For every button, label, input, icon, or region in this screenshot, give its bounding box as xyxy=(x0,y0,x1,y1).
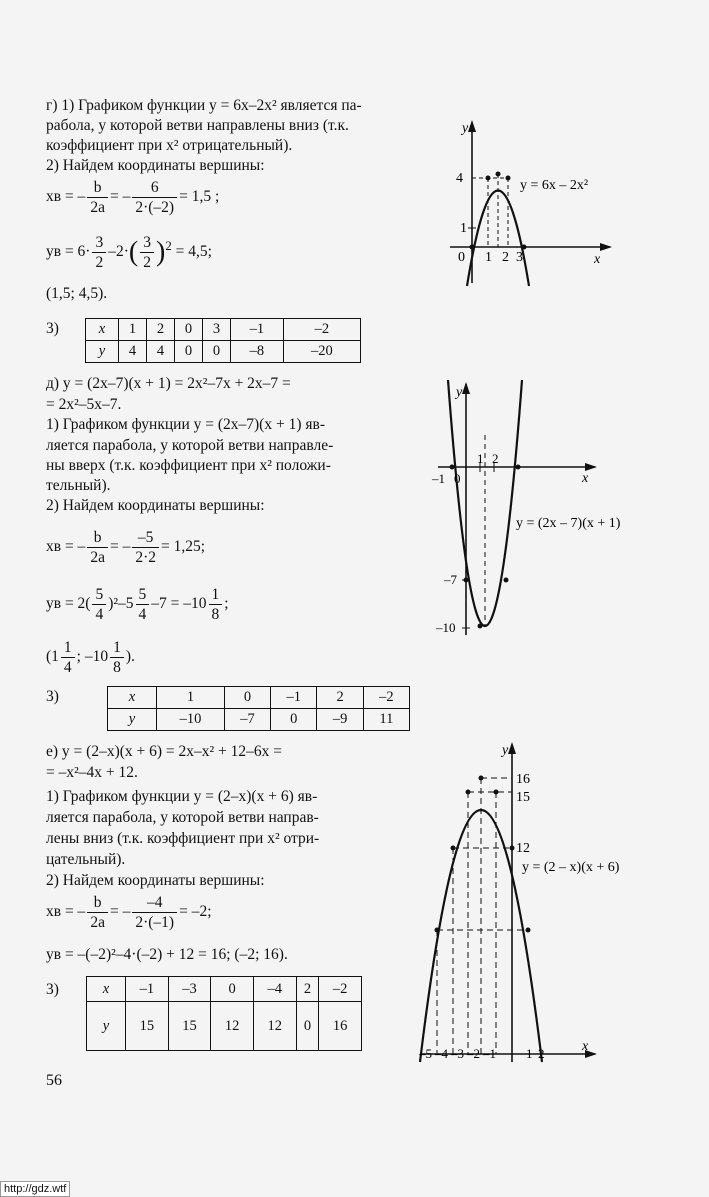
g-line4: 2) Найдем координаты вершины: xyxy=(46,157,265,174)
e-line4: ляется парабола, у которой ветви направ- xyxy=(46,809,319,826)
g-vertex: (1,5; 4,5). xyxy=(46,285,108,302)
e-xv-formula: xв = – $\frac{b}{2a}$ = – $\frac{-4}{2\cdot(-1)}$ = –2; xyxy=(46,894,212,931)
d-tick-x1: 1 xyxy=(477,451,484,466)
d-line4: ляется парабола, у которой ветви направле- xyxy=(46,437,334,454)
g-graph xyxy=(440,118,620,288)
d-tick-m10: –10 xyxy=(436,620,456,635)
e-graph-label: y = (2 – x)(x + 6) xyxy=(522,860,620,875)
g-tick-x3: 3 xyxy=(516,250,523,265)
d-line1: д) y = (2x–7)(x + 1) = 2x²–7x + 2x–7 = xyxy=(46,375,291,392)
e-x-label: x xyxy=(582,1039,589,1054)
g-line2: рабола, у которой ветви направлены вниз (т.к. xyxy=(46,117,349,134)
d-line2: = 2x²–5x–7. xyxy=(46,396,122,413)
e-line3: 1) Графиком функции y = (2–x)(x + 6) яв- xyxy=(46,788,318,805)
d-yv-formula: yв = 2( $\frac{5}{4}$ )²–5 $\frac{5}{4}$ –7 = –10 $\frac{1}{8}$ ; xyxy=(46,586,229,623)
d-line3: 1) Графиком функции y = (2x–7)(x + 1) яв- xyxy=(46,416,325,433)
e-tick-m2: –2 xyxy=(467,1046,480,1061)
g-yv-formula: yв = 6· $\frac{3}{2}$ –2·( $\frac{3}{2}$ )$^2$ = 4,5; xyxy=(46,234,212,271)
e-yv: yв = –(–2)²–4·(–2) + 12 = 16; (–2; 16). xyxy=(46,946,288,963)
page-number: 56 xyxy=(46,1072,62,1089)
e-table-label: 3) xyxy=(46,981,59,998)
g-tick-4: 4 xyxy=(456,171,463,186)
d-table-label: 3) xyxy=(46,688,59,705)
site-watermark[interactable]: http://gdz.wtf xyxy=(0,1181,70,1197)
e-tick-m5: –5 xyxy=(419,1046,432,1061)
g-x-label: x xyxy=(594,252,601,267)
g-value-table: x 1 2 0 3 –1 –2 y 4 4 0 0 –8 –20 xyxy=(85,318,361,363)
d-graph xyxy=(430,380,650,640)
e-tick-m3: –3 xyxy=(451,1046,464,1061)
e-line2: = –x²–4x + 12. xyxy=(46,764,138,781)
d-tick-x2: 2 xyxy=(492,451,499,466)
e-value-table: x –1 –3 0 –4 2 –2 y 15 15 12 12 0 16 xyxy=(86,976,362,1051)
d-xv-formula: xв = – $\frac{b}{2a}$ = – $\frac{-5}{2\cdot 2}$ = 1,25; xyxy=(46,529,206,566)
e-line5: лены вниз (т.к. коэффициент при x² отри- xyxy=(46,830,320,847)
d-line7: 2) Найдем координаты вершины: xyxy=(46,497,265,514)
d-vertex: (1 $\frac{1}{4}$ ; –10 $\frac{1}{8}$ ). xyxy=(46,639,135,676)
d-line6: тельный). xyxy=(46,477,111,494)
d-graph-label: y = (2x – 7)(x + 1) xyxy=(516,516,621,531)
e-tick-15: 15 xyxy=(516,790,530,805)
g-tick-x2: 2 xyxy=(502,250,509,265)
e-line7: 2) Найдем координаты вершины: xyxy=(46,872,265,889)
e-graph xyxy=(410,740,640,1070)
g-xv-formula: xв = – $\frac{b}{2a}$ = – $\frac{6}{2\cdot(-2)}$ = 1,5 ; xyxy=(46,179,220,216)
e-tick-m4: –4 xyxy=(435,1046,448,1061)
g-graph-label: y = 6x – 2x² xyxy=(520,178,589,193)
g-tick-0: 0 xyxy=(458,250,465,265)
g-y-label: y xyxy=(462,121,469,136)
e-line6: цательный). xyxy=(46,851,126,868)
d-line5: ны вверх (т.к. коэффициент при x² положи- xyxy=(46,457,331,474)
g-table-label: 3) xyxy=(46,320,59,337)
g-line3: коэффициент при x² отрицательный). xyxy=(46,137,293,154)
g-line1: г) 1) Графиком функции y = 6x–2x² является па- xyxy=(46,97,362,114)
d-tick-0: 0 xyxy=(454,471,461,486)
d-y-label: y xyxy=(456,385,463,400)
g-tick-x1: 1 xyxy=(485,250,492,265)
e-tick-m1: –1 xyxy=(483,1046,496,1061)
e-tick-1: 1 xyxy=(526,1046,533,1061)
e-tick-2: 2 xyxy=(538,1046,545,1061)
e-tick-16: 16 xyxy=(516,772,530,787)
e-line1: е) y = (2–x)(x + 6) = 2x–x² + 12–6x = xyxy=(46,743,283,760)
g-tick-y1: 1 xyxy=(460,221,467,236)
d-value-table: x 1 0 –1 2 –2 y –10 –7 0 –9 11 xyxy=(107,686,410,731)
d-x-label: x xyxy=(582,471,589,486)
d-tick-m7: –7 xyxy=(444,572,457,587)
d-tick-xm1: –1 xyxy=(432,471,445,486)
e-y-label: y xyxy=(502,743,509,758)
e-tick-12: 12 xyxy=(516,841,530,856)
